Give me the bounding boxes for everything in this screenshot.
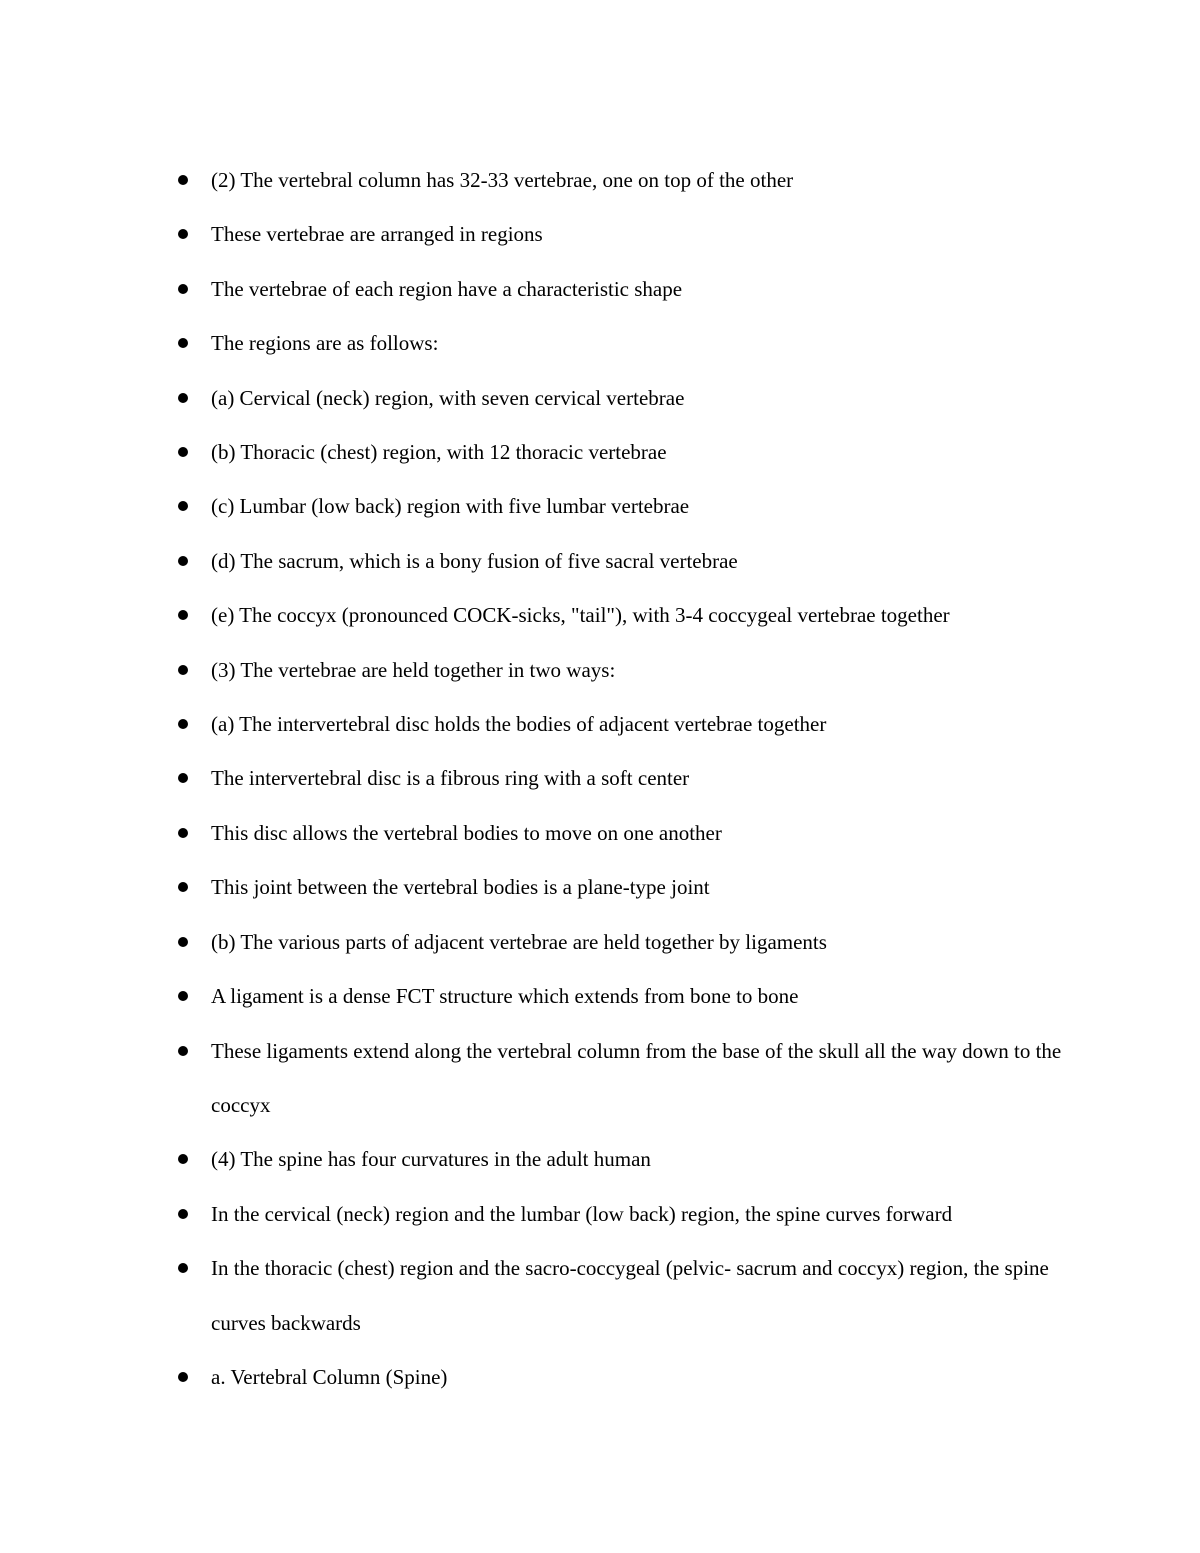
list-item bbox=[178, 915, 1078, 969]
list-item bbox=[178, 806, 1078, 860]
bullet-icon bbox=[178, 229, 188, 239]
list-item-text: (a) The intervertebral disc holds the bodies of adjacent vertebrae together bbox=[211, 712, 827, 737]
list-item bbox=[178, 1132, 1078, 1186]
bullet-icon bbox=[178, 393, 188, 403]
list-item bbox=[178, 969, 1078, 1023]
list-item-text: (d) The sacrum, which is a bony fusion of five sacral vertebrae bbox=[211, 548, 738, 573]
list-item-text: The intervertebral disc is a fibrous ring with a soft center bbox=[211, 766, 690, 791]
bullet-icon bbox=[178, 447, 188, 457]
list-item bbox=[178, 751, 1078, 805]
list-item-text: The regions are as follows: bbox=[211, 331, 439, 356]
list-item bbox=[178, 1241, 1078, 1350]
bullet-icon bbox=[178, 501, 188, 511]
bullet-icon bbox=[178, 1154, 188, 1164]
list-item-text: A ligament is a dense FCT structure which extends from bone to bone bbox=[211, 984, 799, 1009]
bullet-list bbox=[178, 153, 1078, 1404]
list-item-text: This joint between the vertebral bodies is a plane-type joint bbox=[211, 875, 710, 900]
bullet-icon bbox=[178, 719, 188, 729]
bullet-icon bbox=[178, 556, 188, 566]
list-item-text: (2) The vertebral column has 32-33 vertebrae, one on top of the other bbox=[211, 168, 794, 192]
list-item-text: These vertebrae are arranged in regions bbox=[211, 222, 543, 247]
list-item bbox=[178, 697, 1078, 751]
bullet-icon bbox=[178, 773, 188, 783]
list-item-text: (e) The coccyx (pronounced COCK-sicks, "tail"), with 3-4 coccygeal vertebrae together bbox=[211, 603, 950, 628]
list-item-text: (b) The various parts of adjacent vertebrae are held together by ligaments bbox=[211, 929, 827, 954]
bullet-icon bbox=[178, 1372, 188, 1382]
list-item bbox=[178, 643, 1078, 697]
list-item-text: (4) The spine has four curvatures in the adult human bbox=[211, 1147, 651, 1172]
list-item-text: In the thoracic (chest) region and the sacro-coccygeal (pelvic- sacrum and coccyx) region, the spine curves backwards bbox=[211, 1256, 1049, 1335]
bullet-icon bbox=[178, 665, 188, 675]
list-item bbox=[178, 534, 1078, 588]
list-item bbox=[178, 1024, 1078, 1133]
bullet-icon bbox=[178, 1046, 188, 1056]
list-item-text: (c) Lumbar (low back) region with five lumbar vertebrae bbox=[211, 494, 690, 519]
list-item-text: The vertebrae of each region have a characteristic shape bbox=[211, 276, 683, 301]
list-item bbox=[178, 262, 1078, 316]
bullet-icon bbox=[178, 882, 188, 892]
list-item bbox=[178, 1350, 1078, 1404]
list-item bbox=[178, 588, 1078, 642]
list-item bbox=[178, 1187, 1078, 1241]
bullet-icon bbox=[178, 175, 188, 185]
list-item-text: These ligaments extend along the vertebral column from the base of the skull all the way down to the coccyx bbox=[211, 1038, 1062, 1117]
bullet-icon bbox=[178, 1263, 188, 1273]
bullet-icon bbox=[178, 991, 188, 1001]
bullet-icon bbox=[178, 937, 188, 947]
list-item bbox=[178, 316, 1078, 370]
list-item-text: (a) Cervical (neck) region, with seven cervical vertebrae bbox=[211, 385, 685, 410]
list-item bbox=[178, 479, 1078, 533]
bullet-icon bbox=[178, 610, 188, 620]
list-item bbox=[178, 860, 1078, 914]
list-item bbox=[178, 207, 1078, 261]
list-item-text: (b) Thoracic (chest) region, with 12 thoracic vertebrae bbox=[211, 440, 667, 465]
list-item-text: a. Vertebral Column (Spine) bbox=[211, 1364, 448, 1389]
list-item-text: This disc allows the vertebral bodies to move on one another bbox=[211, 820, 722, 845]
bullet-icon bbox=[178, 338, 188, 348]
bullet-icon bbox=[178, 1209, 188, 1219]
list-item bbox=[178, 371, 1078, 425]
bullet-icon bbox=[178, 828, 188, 838]
list-item bbox=[178, 425, 1078, 479]
bullet-icon bbox=[178, 284, 188, 294]
list-item-text: In the cervical (neck) region and the lumbar (low back) region, the spine curves forward bbox=[211, 1201, 953, 1226]
list-item-text: (3) The vertebrae are held together in two ways: bbox=[211, 657, 616, 682]
list-item bbox=[178, 153, 1078, 207]
